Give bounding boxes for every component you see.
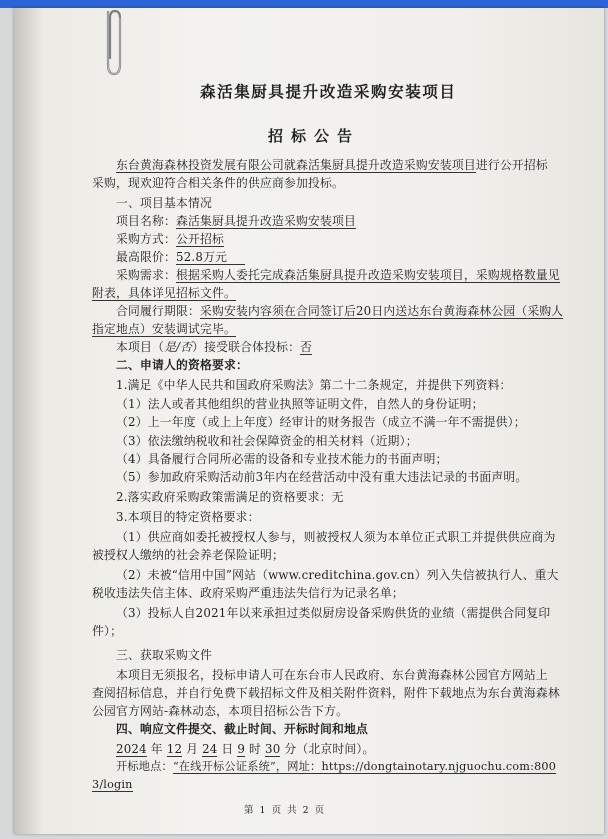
section3-heading: 三、获取采购文件 — [116, 648, 212, 662]
viewer-top-bar — [0, 0, 608, 8]
req-3-item-1: （1）供应商如委托被授权人参与，则被授权人须为本单位正式职工并提供供应商为 — [116, 530, 556, 544]
document-subtitle: 招标公告 — [268, 127, 361, 145]
req-3-item-2-cont: 税收违法失信主体、政府采购严重违法失信行为记录名单； — [92, 586, 404, 600]
deadline-date: 2024 年 12 月 24 日 9 时 30 分（北京时间）。 — [116, 742, 375, 756]
section3-line-1: 本项目无须报名，投标申请人可在东台市人民政府、东台黄海森林公园官方网站上 — [116, 668, 548, 682]
section1-heading: 一、项目基本情况 — [116, 196, 212, 210]
intro-line-2: 采购，现欢迎符合相关条件的供应商参加投标。 — [92, 176, 344, 190]
page-footer: 第 1 页 共 2 页 — [244, 805, 326, 816]
max-price: 最高限价：52.8万元 — [116, 248, 245, 266]
req-1-item-3: （3）依法缴纳税收和社会保障资金的相关材料（近期）； — [116, 434, 418, 448]
req-3-item-2: （2）未被“信用中国”网站（www.creditchina.gov.cn）列入失信被执行人、重大 — [116, 568, 559, 582]
bid-opening-location: 开标地点：“在线开标公证系统”，网址：https://dongtainotary.njguochu.com:800 — [116, 760, 557, 773]
req-1-item-4: （4）具备履行合同所必需的设备和专业技术能力的书面声明； — [116, 452, 448, 466]
section3-line-3: 公园官方网站-森林动态，本项目招标公告下方。 — [92, 704, 349, 718]
procurement-method: 采购方式：公开招标 — [116, 232, 224, 246]
contract-period: 合同履行期限：采购安装内容须在合同签订后20日内送达东台黄海森林公园（采购人 — [116, 304, 564, 318]
req-1-item-1: （1）法人或者其他组织的营业执照等证明文件，自然人的身份证明； — [116, 397, 484, 411]
req-1-item-2: （2）上一年度（或上上年度）经审计的财务报告（成立不满一年不需提供）； — [116, 415, 526, 429]
procurement-demand: 采购需求：根据采购人委托完成森活集厨具提升改造采购安装项目，采购规格数量见 — [116, 268, 560, 282]
req-3-item-1-cont: 被授权人缴纳的社会养老保险证明； — [92, 548, 284, 562]
project-name: 项目名称：森活集厨具提升改造采购安装项目 — [116, 214, 356, 228]
consortium-bid: 本项目（是/否）接受联合体投标：否 — [116, 340, 313, 354]
bid-opening-location-cont: 3/login — [92, 778, 133, 791]
req-3-item-3-cont: 件）； — [92, 624, 123, 638]
section3-line-2: 查阅招标信息，并自行免费下载招标文件及相关附件资料，附件下载地点为东台黄海森林 — [92, 686, 560, 700]
intro-purchaser: 东台黄海森林投资发展有限公司就森活集厨具提升改造采购安装项目 — [116, 158, 476, 172]
req-1: 1.满足《中华人民共和国政府采购法》第二十二条规定，并提供下列资料： — [116, 378, 512, 392]
req-3-item-3: （3）投标人自2021年以来承担过类似厨房设备采购供货的业绩（需提供合同复印 — [116, 606, 551, 620]
section4-heading: 四、响应文件提交、截止时间、开标时间和地点 — [116, 722, 368, 736]
section2-heading: 二、申请人的资格要求： — [116, 358, 248, 372]
procurement-demand-cont: 附表，具体详见招标文件。 — [92, 286, 236, 300]
paper-clip-icon — [96, 8, 130, 80]
document-title: 森活集厨具提升改造采购安装项目 — [200, 83, 457, 101]
contract-period-cont: 指定地点）安装调试完毕。 — [92, 322, 236, 336]
req-3: 3.本项目的特定资格要求： — [116, 510, 260, 524]
req-2: 2.落实政府采购政策需满足的资格要求：无 — [116, 490, 344, 504]
req-1-item-5: （5）参加政府采购活动前3年内在经营活动中没有重大违法记录的书面声明。 — [116, 470, 528, 484]
intro-line-1: 东台黄海森林投资发展有限公司就森活集厨具提升改造采购安装项目进行公开招标 — [116, 158, 548, 172]
